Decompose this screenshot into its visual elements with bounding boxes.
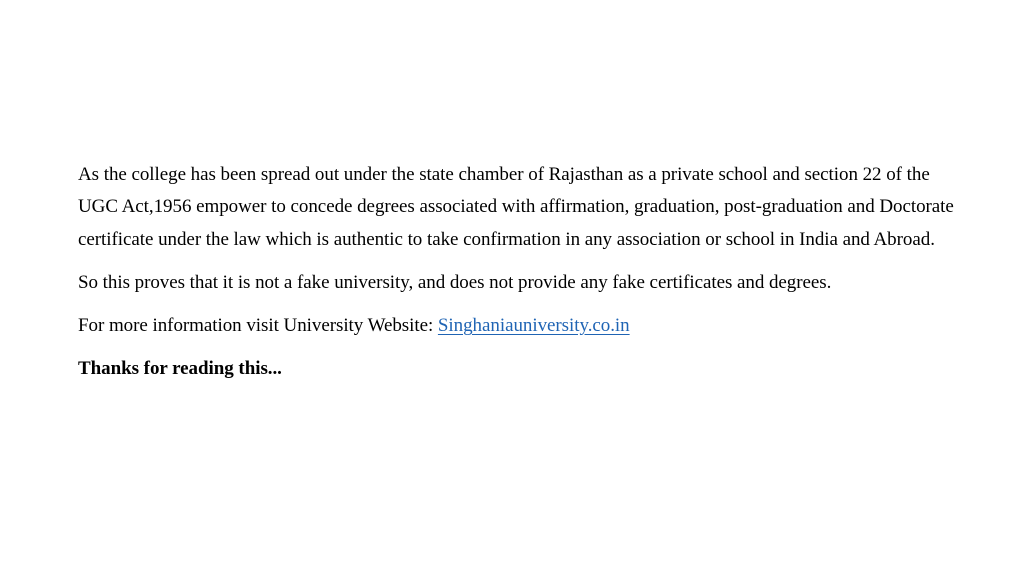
paragraph-not-fake: So this proves that it is not a fake university, and does not provide any fake certificates and degrees. (78, 271, 832, 293)
paragraph-rajasthan-ugc: As the college has been spread out under the state chamber of Rajasthan as a private school and section 22 of the UGC Act,1956 empower to concede degrees associated with affirmation, graduation, post-graduation and Doctorate certificate under the law which is authentic to take confirmation in any association or school in India and Abroad. (78, 164, 954, 250)
document-body (78, 159, 958, 386)
more-info-text: For more information visit University Website: (78, 315, 438, 337)
university-website-link[interactable]: Singhaniauniversity.co.in (437, 315, 630, 337)
paragraph-more-info (78, 310, 958, 342)
closing-thanks: Thanks for reading this... (78, 358, 282, 380)
